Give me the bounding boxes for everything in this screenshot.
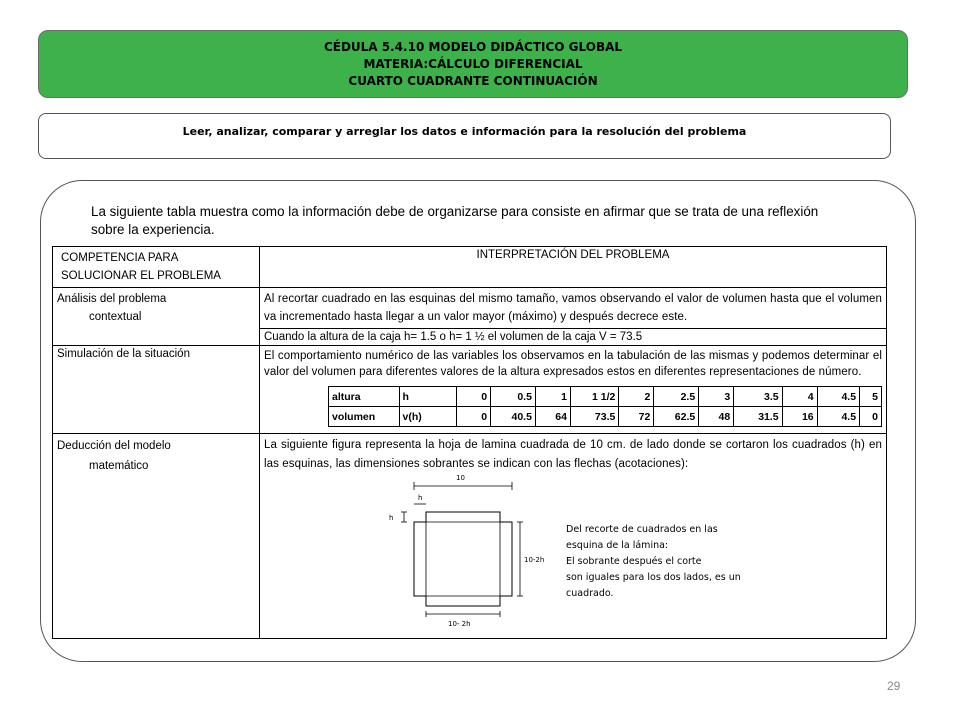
header-banner (38, 30, 908, 98)
competency-table (52, 246, 887, 639)
table-row (53, 346, 887, 434)
tabulation-value: 4 (782, 387, 817, 407)
intro-paragraph: La siguiente tabla muestra como la información debe de organizarse para consiste en afirmar que se trata de una reflexión sobre la experiencia. (91, 204, 819, 237)
table-header-row (53, 247, 887, 288)
tabulation-value: 2 (619, 387, 654, 407)
tabulation-row-volumen (329, 407, 882, 427)
header-subject: MATERIA:CÁLCULO DIFERENCIAL (363, 57, 583, 71)
tabulation-value: 1 (535, 387, 570, 407)
tabulation-value: 62.5 (654, 407, 699, 427)
figure-note-line: cuadrado. (566, 588, 614, 599)
deduction-label-a: Deducción del modelo (57, 440, 171, 452)
simulation-cell (260, 346, 887, 434)
header-competency: COMPETENCIA PARA SOLUCIONAR EL PROBLEMA (53, 247, 260, 288)
table-row (53, 434, 887, 639)
dimension-top-label: 10 (456, 474, 465, 482)
tabulation-var: h (399, 387, 456, 407)
instruction-box (38, 113, 891, 159)
analysis-label-b: contextual (89, 311, 142, 323)
analysis-text: Al recortar cuadrado en las esquinas del mismo tamaño, vamos observando el valor de volumen hasta que el volumen va incrementado hasta llegar a un valor mayor (máximo) y después decrece este. (260, 288, 887, 329)
instruction-text: Leer, analizar, comparar y arreglar los datos e información para la resolución del problema (182, 125, 747, 138)
tabulation-value: 0 (456, 407, 490, 427)
tabulation-value: 3.5 (734, 387, 782, 407)
tabulation-label: altura (329, 387, 400, 407)
row-deduction-label (53, 434, 260, 639)
tabulation-value: 0.5 (491, 387, 536, 407)
tabulation-value: 4.5 (817, 407, 859, 427)
analysis-label-a: Análisis del problema (57, 293, 167, 305)
tabulation-row-altura (329, 387, 882, 407)
deduction-label-b: matemático (89, 460, 149, 472)
dimension-h-label: h (418, 494, 423, 502)
tabulation-value: 40.5 (491, 407, 536, 427)
tabulation-value: 5 (860, 387, 882, 407)
tabulation-value: 72 (619, 407, 654, 427)
header-interpretation: INTERPRETACIÓN DEL PROBLEMA (260, 247, 887, 288)
tabulation-var: v(h) (399, 407, 456, 427)
table-row (53, 288, 887, 329)
dimension-bottom-label: 10- 2h (448, 620, 471, 628)
tabulation-value: 0 (860, 407, 882, 427)
tabulation-label: volumen (329, 407, 400, 427)
figure-note-line: esquina de la lámina: (566, 540, 669, 551)
simulation-text: El comportamiento numérico de las variables los observamos en la tabulación de las mismas y podemos determinar el valor del volumen para diferentes valores de la altura expresados estos en diferentes representaciones de número. (264, 350, 882, 378)
tabulation-value: 16 (782, 407, 817, 427)
tabulation-table (328, 386, 882, 427)
tabulation-value: 73.5 (570, 407, 618, 427)
deduction-cell (260, 434, 887, 639)
dimension-side-label: 10-2h (524, 556, 545, 564)
figure-note (566, 522, 781, 602)
tabulation-value: 1 1/2 (570, 387, 618, 407)
header-section: CUARTO CUADRANTE CONTINUACIÓN (348, 74, 598, 88)
page-number: 29 (887, 679, 901, 693)
tabulation-value: 0 (456, 387, 490, 407)
tabulation-value: 4.5 (817, 387, 859, 407)
tabulation-value: 64 (535, 407, 570, 427)
tabulation-value: 31.5 (734, 407, 782, 427)
analysis-result: Cuando la altura de la caja h= 1.5 o h= 1 ½ el volumen de la caja V = 73.5 (260, 329, 887, 346)
figure-note-line: son iguales para los dos lados, es un (566, 572, 741, 583)
figure-note-line: Del recorte de cuadrados en las (566, 524, 718, 535)
figure-area (264, 474, 882, 636)
deduction-text: La siguiente figura representa la hoja de lamina cuadrada de 10 cm. de lado donde se cortaron los cuadrados (h) en las esquinas, las dimensiones sobrantes se indican con las flechas (acotaciones): (264, 439, 882, 470)
tabulation-value: 48 (699, 407, 734, 427)
row-analysis-label (53, 288, 260, 346)
row-simulation-label: Simulación de la situación (53, 346, 260, 434)
figure-note-line: El sobrante después el corte (566, 556, 702, 567)
tabulation-value: 3 (699, 387, 734, 407)
tabulation-value: 2.5 (654, 387, 699, 407)
header-title: CÉDULA 5.4.10 MODELO DIDÁCTICO GLOBAL (323, 40, 623, 54)
dimension-h-side-label: h (389, 514, 394, 522)
